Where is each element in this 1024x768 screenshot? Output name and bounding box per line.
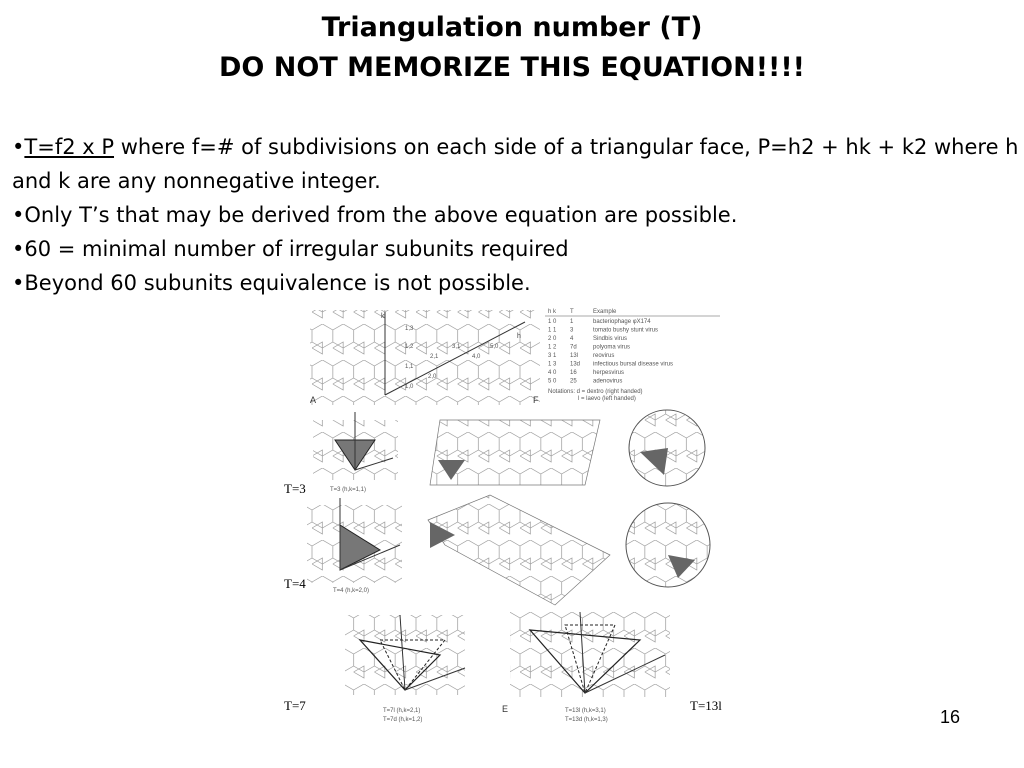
table-cell: 1 1 [548, 327, 557, 334]
bullet-1-text: where f=# of subdivisions on each side of a triangular face, P=h2 + hk + k2 where h and k are any nonnegative integer. [12, 135, 1019, 193]
axis-k-label: k [381, 313, 385, 320]
slide-title: Triangulation number (T) [321, 12, 703, 43]
t13-caption-2: T=13d (h,k=1,3) [565, 717, 608, 723]
t13-label: T=13l [690, 698, 722, 713]
table-cell: Sindbis virus [593, 336, 628, 342]
table-cell: tomato bushy stunt virus [593, 327, 659, 334]
table-cell: 25 [570, 378, 577, 385]
table-cell: 16 [570, 370, 577, 376]
table-header: T [570, 309, 574, 315]
table-cell: 3 [570, 327, 574, 334]
page-number: 16 [940, 707, 961, 727]
table-cell: infectious bursal disease virus [593, 361, 674, 368]
bullet-2: •Only T’s that may be derived from the above equation are possible. [12, 203, 738, 227]
table-cell: 1 3 [548, 361, 557, 368]
table-cell: 13l [570, 353, 579, 359]
slide-subtitle: DO NOT MEMORIZE THIS EQUATION!!!! [219, 52, 805, 83]
formula-text: T=f2 x P [24, 135, 115, 159]
table-header: h k [548, 309, 557, 315]
svg-text:5,0: 5,0 [490, 344, 499, 350]
t7-t13-row [284, 612, 722, 723]
t3-label: T=3 [284, 481, 306, 496]
t7-caption-2: T=7d (h,k=1,2) [383, 717, 423, 723]
t4-row [284, 495, 710, 605]
table-cell: 7d [570, 344, 577, 351]
t7-label: T=7 [284, 698, 306, 713]
bullet-4: •Beyond 60 subunits equivalence is not possible. [12, 271, 531, 295]
table-cell: reovirus [593, 353, 615, 359]
table-cell: adenovirus [593, 378, 623, 385]
svg-text:1,1: 1,1 [405, 364, 414, 370]
table-header: Example [593, 309, 617, 315]
table-note: Notations: d = dextro (right handed) [548, 389, 643, 395]
table-cell: 1 0 [548, 319, 557, 325]
axis-h-label: h [517, 333, 521, 340]
t-number-table [545, 309, 720, 402]
table-cell: 13d [570, 361, 581, 368]
table-note: l = laevo (left handed) [578, 396, 636, 402]
bullet-marker: • [12, 135, 25, 159]
panel-e-label: E [502, 704, 509, 714]
svg-text:1,2: 1,2 [405, 344, 414, 350]
svg-text:1,0: 1,0 [405, 384, 414, 390]
bullet-3: •60 = minimal number of irregular subunits required [12, 237, 569, 261]
svg-text:1,3: 1,3 [405, 326, 414, 332]
panel-a-lattice [310, 310, 540, 405]
table-cell: herpesvirus [593, 370, 625, 376]
table-cell: 3 1 [548, 353, 557, 359]
table-cell: 1 2 [548, 344, 557, 351]
table-cell: polyoma virus [593, 344, 631, 351]
t7-caption-1: T=7l (h,k=2,1) [383, 708, 421, 714]
svg-text:4,0: 4,0 [472, 354, 481, 360]
t4-caption: T=4 (h,k=2,0) [333, 588, 370, 594]
svg-text:3,1: 3,1 [452, 344, 461, 350]
table-cell: 4 0 [548, 370, 557, 376]
panel-f-label: F [533, 395, 539, 405]
t4-label: T=4 [284, 576, 306, 591]
table-cell: 5 0 [548, 378, 557, 385]
t3-row [284, 410, 705, 496]
svg-text:2,0: 2,0 [428, 374, 437, 380]
table-cell: 2 0 [548, 336, 557, 342]
t3-caption: T=3 (h,k=1,1) [330, 487, 367, 493]
table-cell: 1 [570, 319, 574, 325]
panel-a-label: A [310, 395, 317, 405]
svg-text:2,1: 2,1 [430, 354, 439, 360]
t13-caption-1: T=13l (h,k=3,1) [565, 708, 606, 714]
table-cell: bacteriophage φX174 [593, 319, 651, 325]
table-cell: 4 [570, 336, 574, 342]
